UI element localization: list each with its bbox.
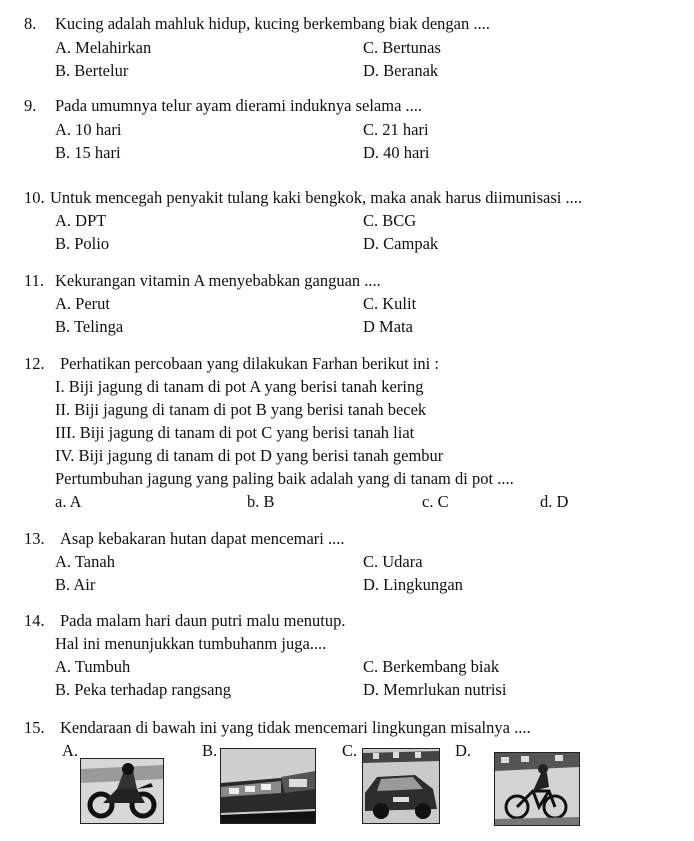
question-13-text: Asap kebakaran hutan dapat mencemari ....: [60, 529, 345, 548]
question-11-number: 11.: [24, 271, 45, 290]
q14-option-c[interactable]: C. Berkembang biak: [363, 657, 500, 676]
q14-option-d[interactable]: D. Memrlukan nutrisi: [363, 680, 507, 699]
question-9-text: Pada umumnya telur ayam dierami induknya selama ....: [55, 96, 423, 115]
car-icon: [363, 749, 439, 823]
question-9-number: 9.: [24, 96, 37, 115]
question-14-text: Pada malam hari daun putri malu menutup.: [60, 611, 346, 630]
question-8-number: 8.: [24, 14, 37, 33]
q12-item-3: III. Biji jagung di tanam di pot C yang berisi tanah liat: [55, 423, 415, 442]
bicycle-icon: [495, 753, 579, 825]
q9-option-a[interactable]: A. 10 hari: [55, 120, 122, 139]
q12-prompt: Pertumbuhan jagung yang paling baik adalah yang di tanam di pot ....: [55, 469, 514, 488]
question-15-number: 15.: [24, 718, 45, 737]
question-10-number: 10.: [24, 188, 45, 207]
q8-option-a[interactable]: A. Melahirkan: [55, 38, 152, 57]
q14-option-a[interactable]: A. Tumbuh: [55, 657, 131, 676]
q9-option-b[interactable]: B. 15 hari: [55, 143, 121, 162]
question-8-text: Kucing adalah mahluk hidup, kucing berkembang biak dengan ....: [55, 14, 490, 33]
q11-option-a[interactable]: A. Perut: [55, 294, 110, 313]
q13-option-b[interactable]: B. Air: [55, 575, 96, 594]
q12-item-2: II. Biji jagung di tanam di pot B yang berisi tanah becek: [55, 400, 427, 419]
q12-option-b[interactable]: b. B: [247, 492, 275, 511]
q13-option-a[interactable]: A. Tanah: [55, 552, 115, 571]
q14-option-b[interactable]: B. Peka terhadap rangsang: [55, 680, 231, 699]
question-11-text: Kekurangan vitamin A menyebabkan ganguan ....: [55, 271, 381, 290]
q10-option-a[interactable]: A. DPT: [55, 211, 107, 230]
question-10-text: Untuk mencegah penyakit tulang kaki bengkok, maka anak harus diimunisasi ....: [50, 188, 582, 207]
question-14-text-2: Hal ini menunjukkan tumbuhanm juga....: [55, 634, 327, 653]
train-icon: [221, 749, 315, 823]
train-image[interactable]: [220, 748, 316, 824]
question-12-number: 12.: [24, 354, 45, 373]
q11-option-d[interactable]: D Mata: [363, 317, 413, 336]
q15-option-d[interactable]: D.: [455, 741, 472, 760]
q10-option-d[interactable]: D. Campak: [363, 234, 439, 253]
car-image[interactable]: [362, 748, 440, 824]
question-13-number: 13.: [24, 529, 45, 548]
question-12-text: Perhatikan percobaan yang dilakukan Farhan berikut ini :: [60, 354, 439, 373]
q12-option-d[interactable]: d. D: [540, 492, 569, 511]
question-14-number: 14.: [24, 611, 45, 630]
q9-option-d[interactable]: D. 40 hari: [363, 143, 430, 162]
q11-option-c[interactable]: C. Kulit: [363, 294, 417, 313]
q13-option-d[interactable]: D. Lingkungan: [363, 575, 463, 594]
q15-option-a[interactable]: A.: [62, 741, 79, 760]
q8-option-c[interactable]: C. Bertunas: [363, 38, 441, 57]
q12-option-a[interactable]: a. A: [55, 492, 82, 511]
q9-option-c[interactable]: C. 21 hari: [363, 120, 429, 139]
q11-option-b[interactable]: B. Telinga: [55, 317, 124, 336]
q12-item-1: I. Biji jagung di tanam di pot A yang berisi tanah kering: [55, 377, 424, 396]
motorcycle-image[interactable]: [80, 758, 164, 824]
question-15-text: Kendaraan di bawah ini yang tidak mencemari lingkungan misalnya ....: [60, 718, 531, 737]
q13-option-c[interactable]: C. Udara: [363, 552, 423, 571]
q12-option-c[interactable]: c. C: [422, 492, 449, 511]
motorcycle-icon: [81, 759, 163, 823]
q8-option-b[interactable]: B. Bertelur: [55, 61, 129, 80]
q15-option-c[interactable]: C.: [342, 741, 358, 760]
q15-option-b[interactable]: B.: [202, 741, 218, 760]
q10-option-c[interactable]: C. BCG: [363, 211, 417, 230]
bicycle-image[interactable]: [494, 752, 580, 826]
q10-option-b[interactable]: B. Polio: [55, 234, 110, 253]
q12-item-4: IV. Biji jagung di tanam di pot D yang berisi tanah gembur: [55, 446, 444, 465]
q8-option-d[interactable]: D. Beranak: [363, 61, 439, 80]
